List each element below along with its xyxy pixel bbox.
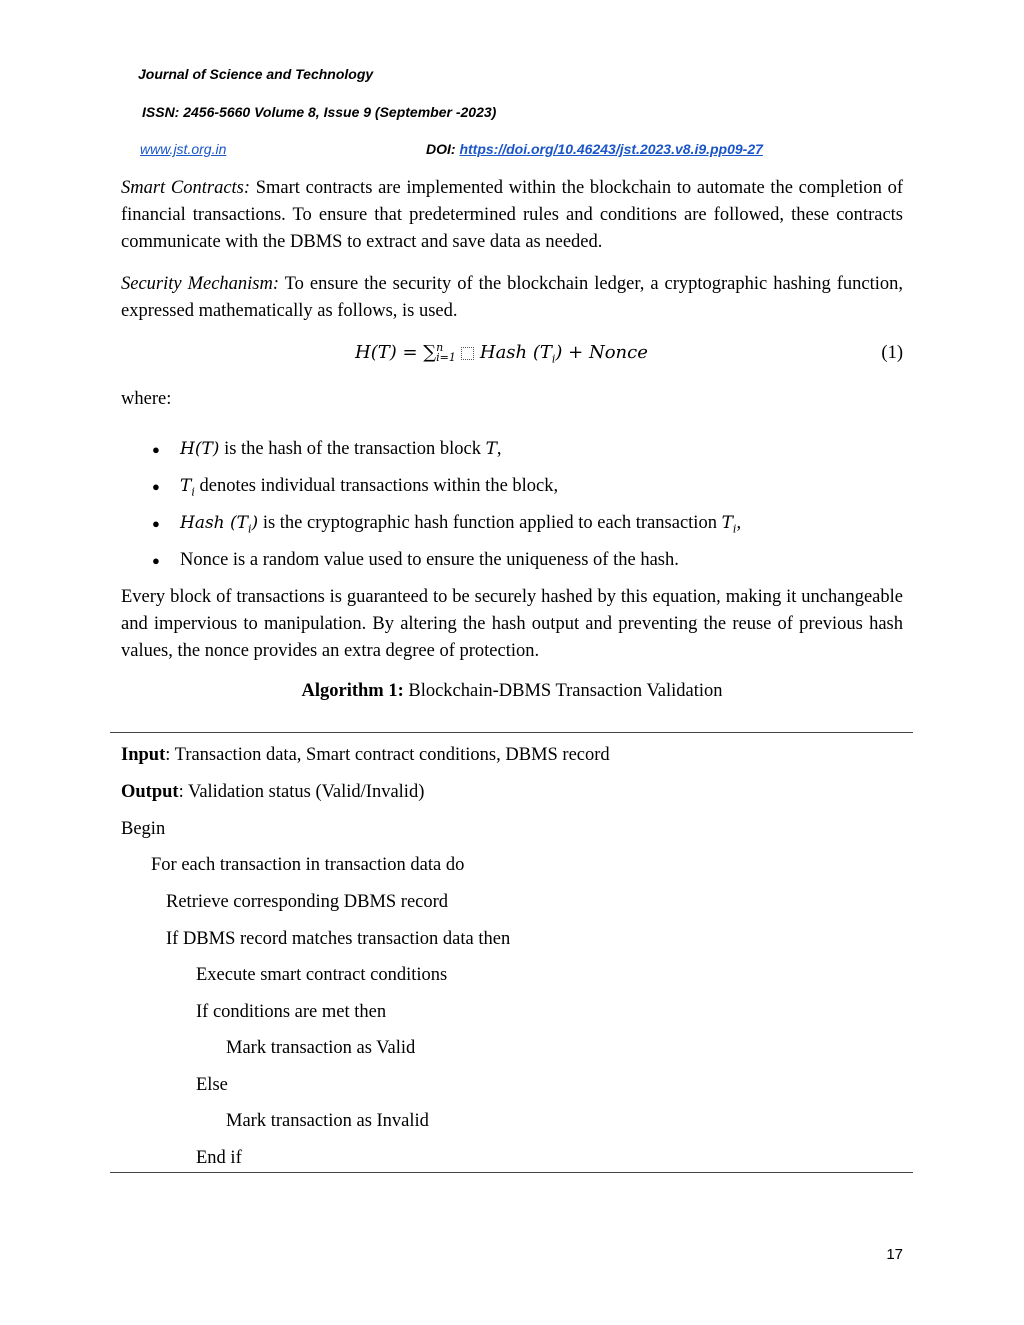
bullet-icon: ● [152,553,160,568]
equation-lhs: H(T) = [355,342,424,363]
algorithm-step: Begin [121,819,166,839]
math-term: T [485,439,497,459]
list-item [152,509,741,546]
algorithm-caption [0,681,1024,702]
where-label: where: [121,389,172,409]
smart-contracts-text: Smart contracts are implemented within the blockchain to automate the completion of financial transactions. To ensure that predetermined rules and conditions are followed, these contracts communicate with the DBMS to extract and save data as needed. [121,178,903,252]
algorithm-step: If conditions are met then [196,1002,387,1022]
doi-block [426,141,763,157]
bullet-icon: ● [152,479,160,494]
algorithm-step: Retrieve corresponding DBMS record [166,892,449,912]
issn-line: ISSN: 2456-5660 Volume 8, Issue 9 (September -2023) [142,104,497,120]
sum-limits [436,343,456,363]
list-item-tail: , [736,513,742,533]
website-link[interactable]: www.jst.org.in [140,141,227,157]
hash-equation [355,342,648,366]
bullet-icon: ● [152,516,160,531]
algorithm-input: Input: Transaction data, Smart contract conditions, DBMS record [121,745,610,765]
list-item-text: Nonce is a random value used to ensure the uniqueness of the hash. [180,550,679,570]
list-item [152,546,741,583]
doi-label: DOI: [426,141,460,157]
algorithm-bottom-rule [110,1172,913,1173]
bullet-icon: ● [152,442,160,457]
algorithm-step: Execute smart contract conditions [196,965,448,985]
smart-contracts-lead: Smart Contracts: [121,178,251,198]
equation-number: (1) [881,343,903,363]
definition-list [152,435,741,583]
security-mechanism-lead: Security Mechanism: [121,274,280,294]
algorithm-top-rule [110,732,913,733]
algorithm-caption-title: Blockchain-DBMS Transaction Validation [403,681,723,701]
math-term: $T_i$ [180,476,195,499]
header-links [140,141,763,157]
list-item-text: is the hash of the transaction block [219,439,486,459]
doi-link[interactable]: https://doi.org/10.46243/jst.2023.v8.i9.pp09-27 [459,141,763,157]
page-number: 17 [886,1246,903,1263]
sum-lower: i=1 [436,351,456,364]
sum-upper: n [436,341,444,354]
hash-explanation-paragraph: Every block of transactions is guaranteed to be securely hashed by this equation, making it unchangeable and impervious to manipulation. By altering the hash output and preventing the reuse of previous hash values, the nonce provides an extra degree of protection. [121,587,903,661]
placeholder-box-icon [461,347,474,360]
math-term: H(T) [180,439,220,459]
equation-sub: i [551,352,556,366]
security-mechanism-text: To ensure the security of the blockchain ledger, a cryptographic hashing function, expressed mathematically as follows, is used. [121,274,903,321]
security-mechanism-paragraph [121,271,903,325]
equation-tail: ) + Nonce [555,342,648,363]
list-item-text: is the cryptographic hash function applied to each transaction [258,513,722,533]
algorithm-output: Output: Validation status (Valid/Invalid) [121,782,425,802]
algorithm-step: For each transaction in transaction data do [151,855,465,875]
list-item [152,472,741,509]
sum-symbol: ∑ [423,342,437,363]
math-term: $T_i$ [721,513,737,536]
algorithm-caption-label: Algorithm 1: [301,681,404,701]
list-item-text: denotes individual transactions within the block, [194,476,559,496]
list-item [152,435,741,472]
smart-contracts-paragraph [121,175,903,256]
algorithm-step: End if [196,1148,242,1168]
list-item-tail: , [496,439,502,459]
algorithm-step: Mark transaction as Valid [226,1038,416,1058]
algorithm-step: If DBMS record matches transaction data then [166,929,511,949]
math-term: Hash $(T_i)$ [180,513,259,536]
algorithm-step: Else [196,1075,228,1095]
algorithm-step: Mark transaction as Invalid [226,1111,429,1131]
journal-title: Journal of Science and Technology [138,66,374,82]
equation-hash: Hash (T [479,342,552,363]
